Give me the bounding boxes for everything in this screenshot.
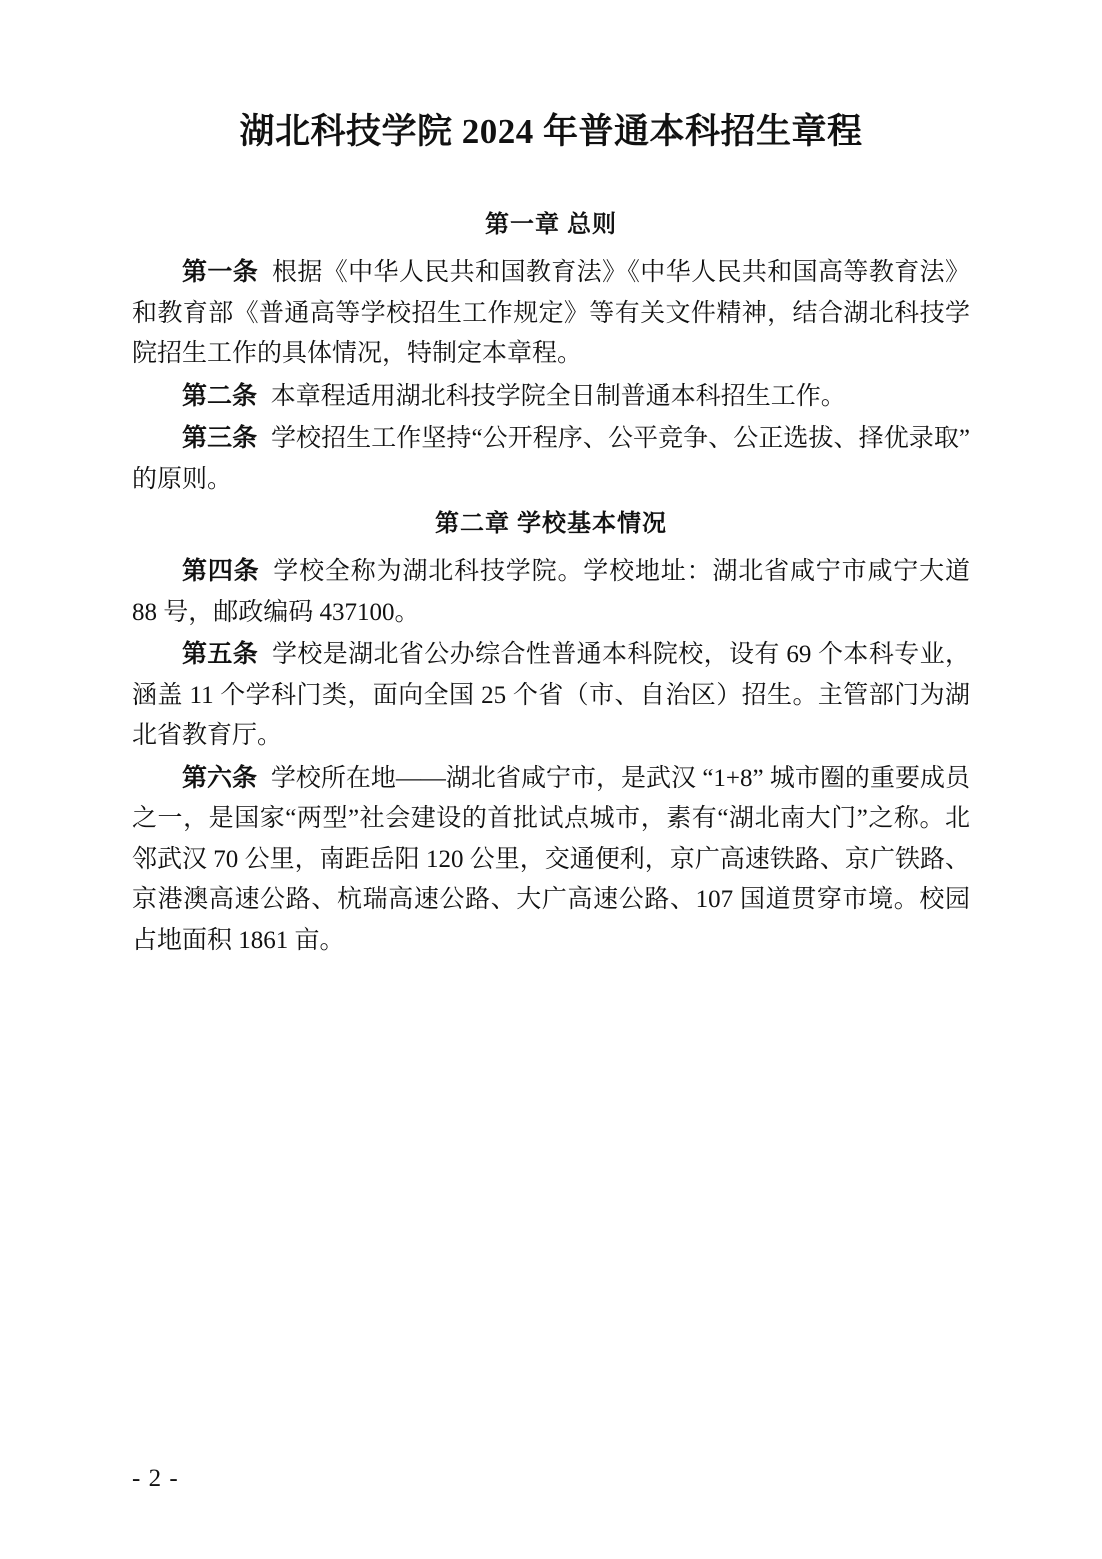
chapter-heading: 第二章 学校基本情况 [435, 511, 667, 538]
article-text: 学校招生工作坚持“公开程序、公平竞争、公正选拔、择优录取”的原则。 [132, 425, 970, 493]
article-paragraph [132, 419, 970, 500]
article-text: 根据《中华人民共和国教育法》《中华人民共和国高等教育法》和教育部《普通高等学校招生工作规定》等有关文件精神，结合湖北科技学院招生工作的具体情况，特制定本章程。 [132, 259, 970, 368]
article-number: 第六条 [182, 764, 258, 792]
article-text: 学校是湖北省公办综合性普通本科院校，设有 69 个本科专业，涵盖 11 个学科门类，面向全国 25 个省（市、自治区）招生。主管部门为湖北省教育厅。 [132, 641, 970, 750]
article-number: 第四条 [182, 558, 260, 586]
chapter-section-2 [132, 506, 970, 961]
article-text: 学校所在地——湖北省咸宁市，是武汉 “1+8” 城市圈的重要成员之一，是国家“两型”社会建设的首批试点城市，素有“湖北南大门”之称。北邻武汉 70 公里，南距岳阳 120 公里，交通便利，京广高速铁路、京广铁路、京港澳高速公路、杭瑞高速公路、大广高速公路、107 国道贯穿市境。校园占地面积 1861 亩。 [132, 764, 970, 954]
article-paragraph [132, 635, 970, 757]
article-text: 学校全称为湖北科技学院。学校地址：湖北省咸宁市咸宁大道 88 号，邮政编码 437100。 [132, 558, 970, 626]
chapter-heading: 第一章 总则 [485, 212, 617, 239]
article-paragraph [132, 253, 970, 375]
chapter-section-1 [132, 207, 970, 500]
chapter-body [132, 253, 970, 500]
article-text: 本章程适用湖北科技学院全日制普通本科招生工作。 [270, 382, 846, 410]
article-number: 第五条 [182, 641, 259, 669]
chapter-body [132, 552, 970, 961]
article-number: 第三条 [182, 425, 258, 453]
article-number: 第二条 [182, 382, 258, 410]
article-number: 第一条 [182, 259, 259, 287]
article-paragraph [132, 552, 970, 633]
article-paragraph [132, 377, 970, 418]
page-title: 湖北科技学院 2024 年普通本科招生章程 [239, 112, 863, 151]
article-paragraph [132, 759, 970, 962]
page-footer-number: - 2 - [132, 1465, 179, 1492]
